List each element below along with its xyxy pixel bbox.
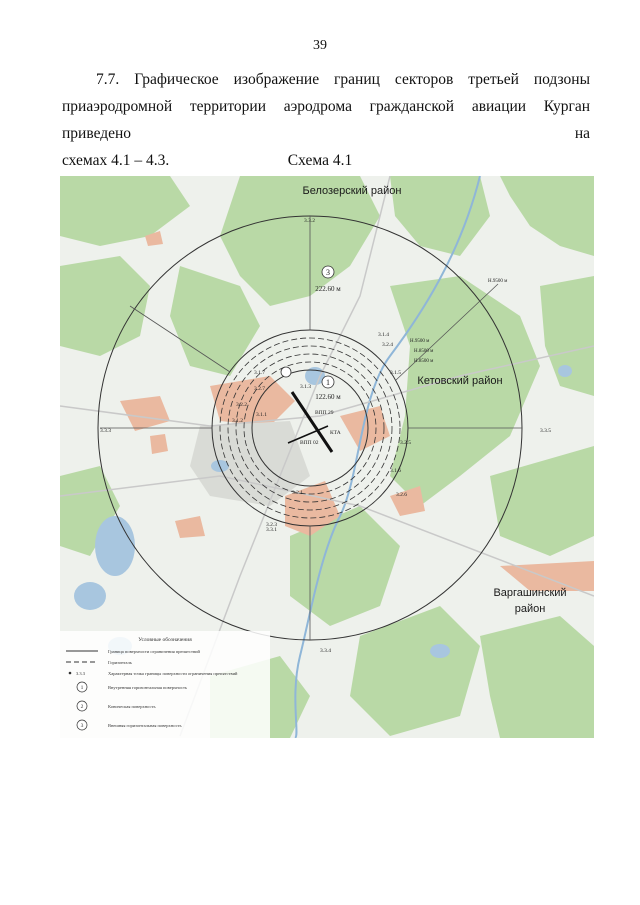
legend-circle-2-number: 2 [80,704,84,710]
sector-3-1-3: 3.1.3 [300,384,311,390]
runway-label-a: ВПП 29 [315,410,334,416]
sector-3-3-4: 3.3.4 [320,648,331,654]
district-vargashinsky-line1: Варгашинский [493,587,567,599]
legend-circle-3-number: 3 [80,723,84,729]
sector-3-1-4: 3.1.4 [378,332,389,338]
legend-item-4: Внутренняя горизонтальная поверхность [108,685,188,690]
legend-item-5: Коническая поверхность [108,704,156,709]
sector-3-3-3: 3.3.3 [100,428,111,434]
legend-point [69,672,72,675]
scheme-caption: Схема 4.1 [287,152,353,169]
sector-3-2-4: 3.2.4 [382,342,393,348]
aerodrome-map [60,176,594,738]
sector-3-3-2: 3.3.2 [304,218,315,224]
sector-3-2-1: 3.2.1 [292,490,303,496]
page-number: 39 [313,38,327,53]
legend-item-2: Горизонталь [108,660,132,665]
legend-circle-1-number: 1 [80,685,84,691]
surface-1-height: 122.60 м [315,393,341,401]
surface-3-number: 3 [326,268,330,277]
legend-title: Условные обозначения [138,637,192,643]
surface-1-number: 1 [326,378,330,387]
paragraph-line-1: 7.7. Графическое изображение границ секторов третьей подзоны [96,71,590,88]
legend-item-6: Внешняя горизонтальная поверхность [108,723,182,728]
district-ketovsky: Кетовский район [417,375,503,387]
sector-3-2-6: 3.2.6 [396,492,407,498]
sector-3-3-5: 3.3.5 [540,428,551,434]
sector-3-2-3: 3.2.3 [266,522,277,528]
sector-3-2-2: 3.2.2 [236,402,247,408]
legend-item-1: Граница поверхности ограничения препятствий [108,649,200,654]
sector-3-3-1: 3.3.1 [266,527,277,533]
district-vargashinsky-line2: район [514,603,546,615]
paragraph-line-3: схемах 4.1 – 4.3. [62,152,170,169]
district-belozersky: Белозерский район [302,185,402,197]
sector-3-2-5: 3.2.5 [400,440,411,446]
legend-item-3: Характерная точка границы поверхности ограничения препятствий [108,671,238,676]
sector-3-2-7: 3.2.7 [254,386,265,392]
sector-3-1-6: 3.1.6 [390,468,401,474]
sector-3-1-2: 3.1.2 [232,418,243,424]
surface-3-height: 222.60 м [315,285,341,293]
legend-point-code: 3.3.3 [76,671,85,676]
sector-3-1-1: 3.1.1 [256,412,267,418]
tick-label-3: Н.8500 м [414,359,434,364]
runway-label-c: КТА [330,430,341,436]
sector-3-1-7: 3.1.7 [254,370,265,376]
runway-label-b: ВПП 02 [300,440,319,446]
surface-2-marker [281,367,291,377]
tick-label-2: Н.8500 м [414,349,434,354]
tick-label-4: Н.9500 м [410,339,430,344]
sector-3-1-5: 3.1.5 [390,370,401,376]
paragraph-line-2: приаэродромной территории аэродрома гражданской авиации Курган приведено на [62,98,590,142]
map-legend [60,631,270,738]
tick-label-1: Н.9500 м [488,279,508,284]
